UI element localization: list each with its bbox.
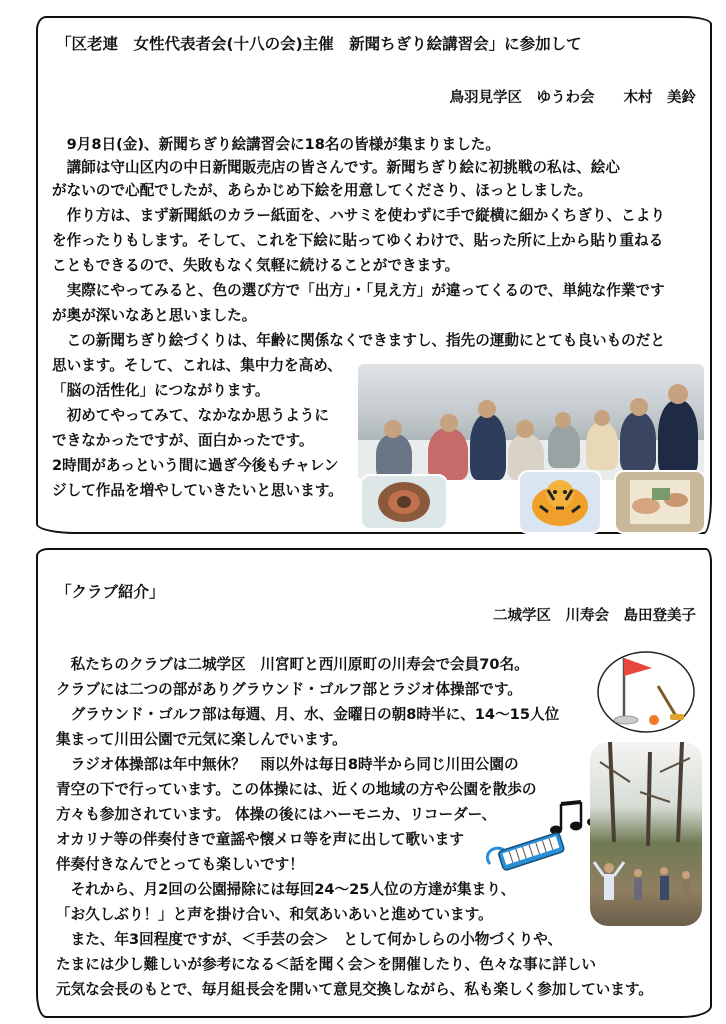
article1-line: 初めてやってみて、なかなか思うように	[52, 407, 329, 424]
article2-line: オカリナ等の伴奏付きで童謡や懐メロ等を声に出して歌います	[56, 831, 464, 848]
article1-line: 9月8日(金)、新聞ちぎり絵講習会に18名の皆様が集まりました。	[52, 136, 500, 153]
article2-line: 集まって川田公園で元気に楽しんでいます。	[56, 731, 347, 748]
article1-line: を作ったりもします。そして、これを下絵に貼ってゆくわけで、貼った所に上から貼り重ねる	[52, 232, 664, 249]
chigiri-flower-artwork	[360, 474, 448, 530]
radio-exercise-photo	[590, 742, 702, 926]
article2-line: ラジオ体操部は年中無休？ 雨以外は毎日8時半から同じ川田公園の	[56, 756, 519, 773]
article2-line: クラブには二つの部がありグラウンド・ゴルフ部とラジオ体操部です。	[56, 681, 522, 698]
article1-line: 思います。そして、これは、集中力を高め、	[52, 357, 342, 374]
article2-line: 元気な会長のもとで、毎月組長会を開いて意見交換しながら、私も楽しく参加しています。	[56, 981, 653, 998]
article2-line: たまには少し難しいが参考になる＜話を聞く会＞を開催したり、色々な事に詳しい	[56, 956, 596, 973]
article1-line: この新聞ちぎり絵づくりは、年齢に関係なくできますし、指先の運動にとても良いものだと	[52, 332, 665, 349]
chigiri-tiger-artwork	[518, 470, 602, 534]
article2-line: それから、月2回の公園掃除には毎回24～25人位の方達が集まり、	[56, 881, 516, 898]
article1-line: こともできるので、失敗もなく気軽に続けることができます。	[52, 257, 460, 274]
article1-line: 講師は守山区内の中日新聞販売店の皆さんです。新聞ちぎり絵に初挑戦の私は、絵心	[52, 159, 620, 176]
article1-line: がないので心配でしたが、あらかじめ下絵を用意してくださり、ほっとしました。	[52, 182, 592, 199]
article1-line: 実際にやってみると、色の選び方で「出方」・「見え方」が違ってくるので、単純な作業です	[52, 282, 665, 299]
workshop-photo	[358, 364, 704, 480]
article1-line: 「脳の活性化」につながります。	[52, 382, 270, 399]
article2-byline: 二城学区 川寿会 島田登美子	[493, 608, 696, 624]
article2-line: 「お久しぶり！」と声を掛け合い、和気あいあいと進めています。	[56, 906, 493, 923]
article1-line: ジして作品を増やしていきたいと思います。	[52, 482, 343, 499]
article1-title: 「区老連 女性代表者会(十八の会)主催 新聞ちぎり絵講習会」に参加して	[56, 35, 582, 53]
article2-line: 青空の下で行っています。この体操には、近くの地域の方や公園を散歩の	[56, 781, 537, 798]
article2-line: 私たちのクラブは二城学区 川宮町と西川原町の川寿会で会員70名。	[56, 656, 529, 673]
melodica-icon	[480, 824, 572, 876]
article1-line: できなかったですが、面白かったです。	[52, 432, 314, 449]
article1-line: 作り方は、まず新聞紙のカラー紙面を、ハサミを使わずに手で縦横に細かくちぎり、こより	[52, 207, 665, 224]
article2-line: 伴奏付きなんでとっても楽しいです！	[56, 856, 304, 873]
article1-line: が奥が深いなあと思いました。	[52, 307, 257, 324]
article1-byline: 鳥羽見学区 ゆうわ会 木村 美鈴	[449, 90, 696, 106]
chigiri-hands-photo	[614, 470, 706, 534]
ground-golf-flag-icon	[594, 646, 698, 736]
article1-line: 2時間があっという間に過ぎ今後もチャレン	[52, 457, 339, 474]
article2-line: また、年3回程度ですが、＜手芸の会＞ として何かしらの小物づくりや、	[56, 931, 563, 948]
article2-line: グラウンド・ゴルフ部は毎週、月、水、金曜日の朝8時半に、14～15人位	[56, 706, 560, 723]
article2-title: 「クラブ紹介」	[56, 583, 165, 601]
article2-line: 方々も参加されています。 体操の後にはハーモニカ、リコーダー、	[56, 806, 497, 823]
